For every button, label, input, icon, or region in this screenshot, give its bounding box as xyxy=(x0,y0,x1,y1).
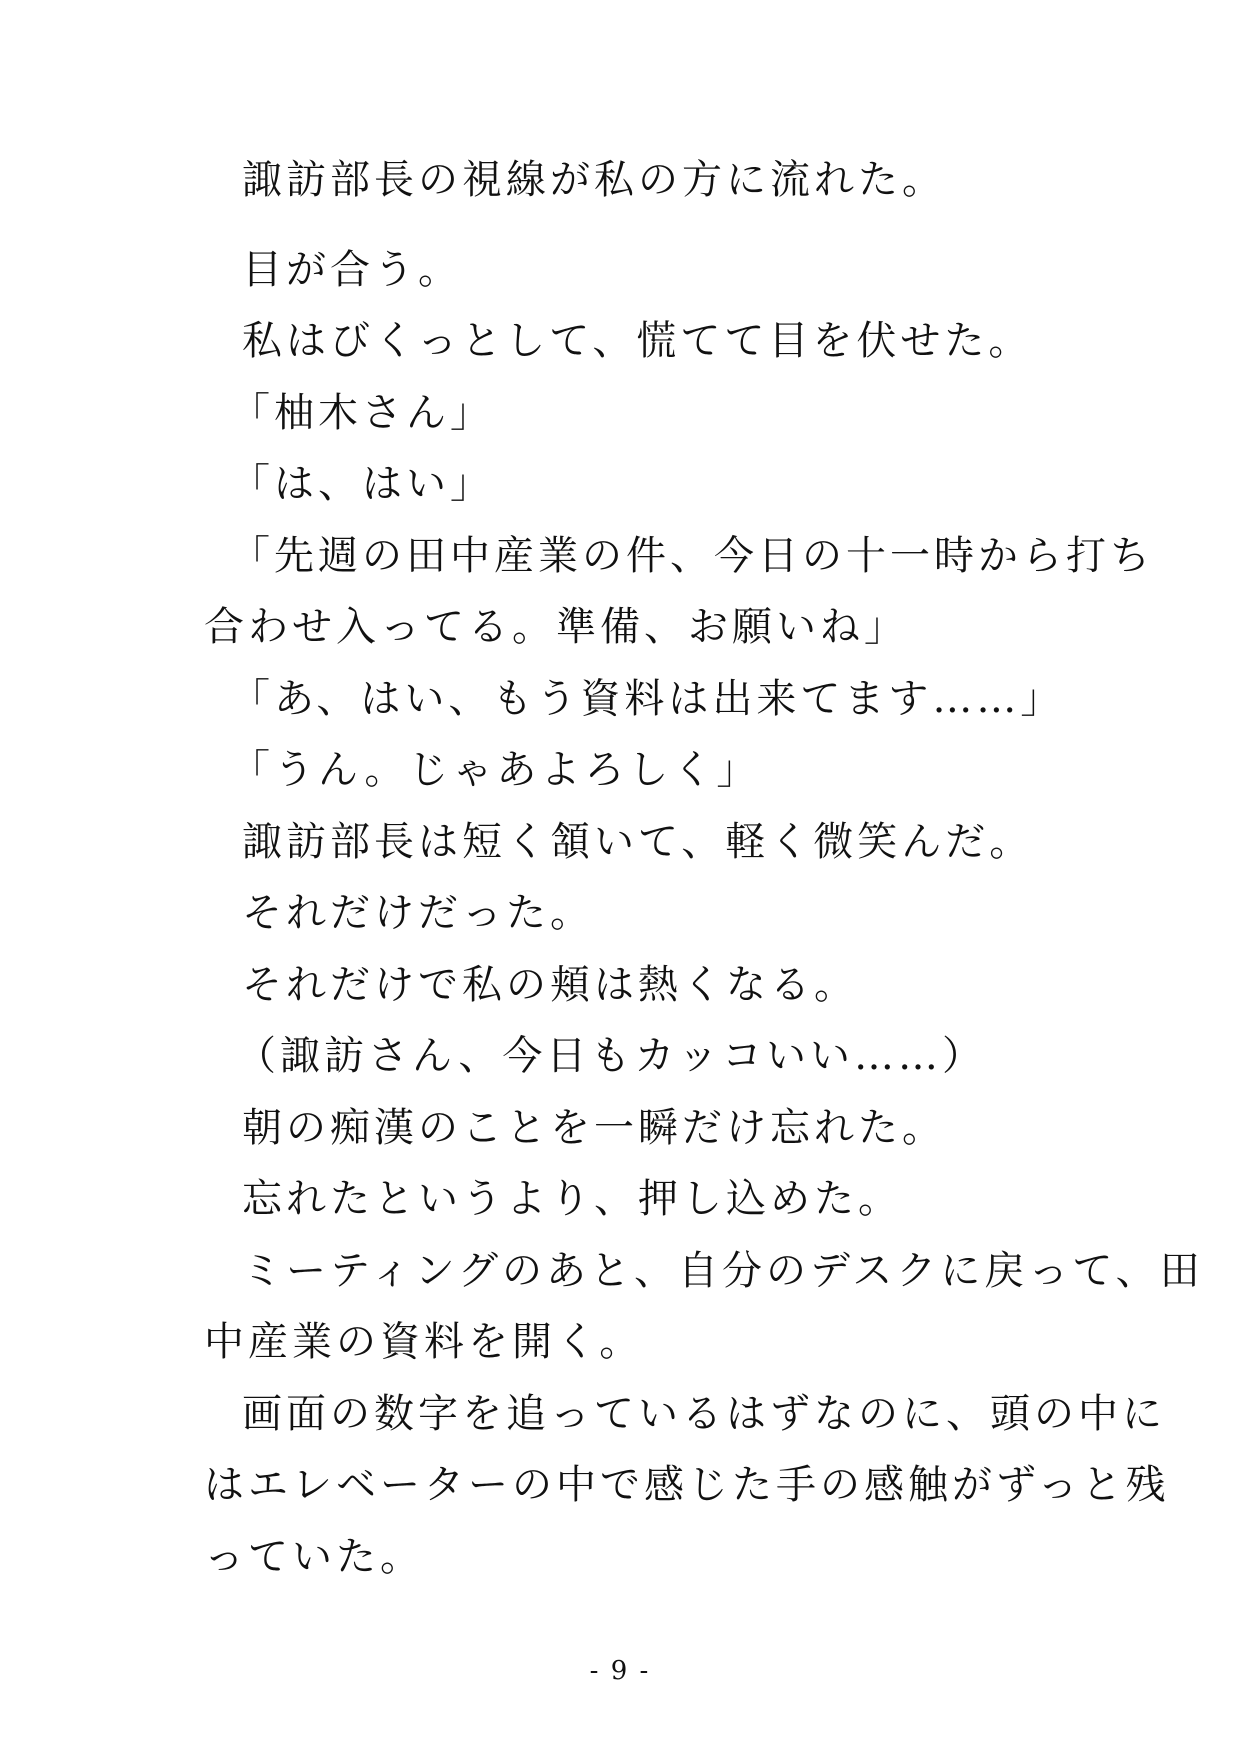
text-line: 「は、はい」 xyxy=(230,461,494,507)
text-line: 諏訪部長の視線が私の方に流れた。 xyxy=(242,157,946,203)
text-line: 目が合う。 xyxy=(242,247,462,293)
text-line: 「柚木さん」 xyxy=(230,390,494,436)
text-line: 中産業の資料を開く。 xyxy=(204,1319,644,1365)
text-line: 朝の痴漢のことを一瞬だけ忘れた。 xyxy=(242,1105,946,1151)
text-line: それだけだった。 xyxy=(242,890,594,936)
text-line: 合わせ入ってる。準備、お願いね」 xyxy=(204,604,908,650)
text-line: 「あ、はい、もう資料は出来てます……」 xyxy=(230,676,1065,722)
text-line: 「先週の田中産業の件、今日の十一時から打ち xyxy=(230,533,1154,579)
text-line: はエレベーターの中で感じた手の感触がずっと残 xyxy=(204,1462,1170,1508)
text-line: 諏訪部長は短く頷いて、軽く微笑んだ。 xyxy=(242,819,1034,865)
text-line: 忘れたというより、押し込めた。 xyxy=(242,1176,902,1222)
text-line: それだけで私の頬は熱くなる。 xyxy=(242,962,858,1008)
text-line: 私はびくっとして、慌てて目を伏せた。 xyxy=(242,318,1033,364)
text-line: っていた。 xyxy=(204,1534,424,1580)
text-line: 画面の数字を追っているはずなのに、頭の中に xyxy=(242,1391,1166,1437)
text-line: ミーティングのあと、自分のデスクに戻って、田 xyxy=(242,1248,1204,1294)
page-number: - 9 - xyxy=(589,1656,651,1686)
text-line: （諏訪さん、今日もカッコいい……） xyxy=(236,1033,986,1079)
text-line: 「うん。じゃあよろしく」 xyxy=(230,747,761,793)
